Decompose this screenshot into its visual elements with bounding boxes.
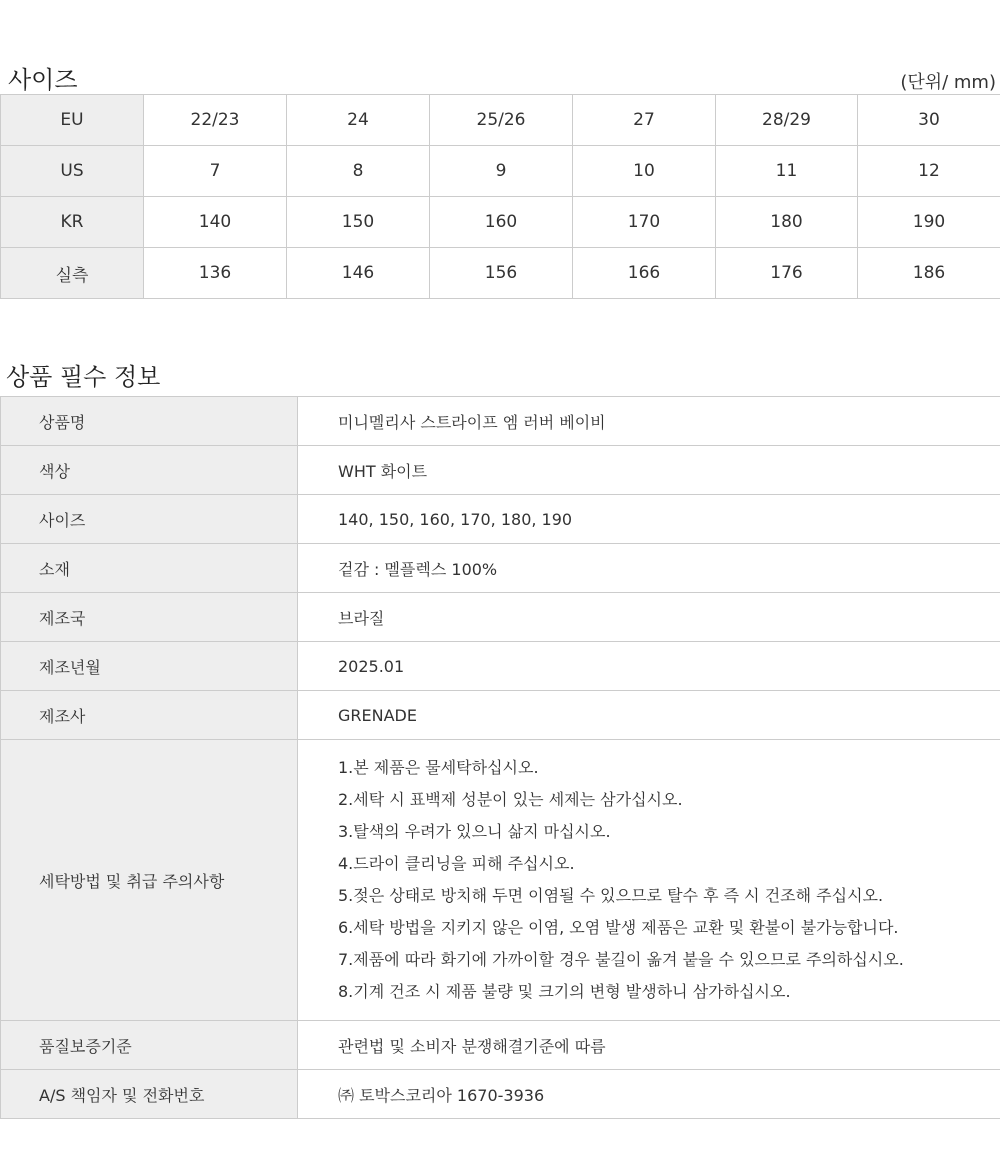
info-section-title: 상품 필수 정보 bbox=[6, 363, 161, 391]
list-item: 2.세탁 시 표백제 성분이 있는 세제는 삼가십시오. bbox=[338, 790, 683, 809]
size-cell: 190 bbox=[858, 197, 1000, 248]
list-item: 6.세탁 방법을 지키지 않은 이염, 오염 발생 제품은 교환 및 환불이 불가능합니다. bbox=[338, 918, 899, 937]
list-item: 1.본 제품은 물세탁하십시오. bbox=[338, 758, 539, 777]
size-cell: 9 bbox=[430, 146, 573, 197]
info-row bbox=[1, 593, 1000, 642]
list-item: 3.탈색의 우려가 있으니 삶지 마십시오. bbox=[338, 822, 611, 841]
size-row bbox=[1, 146, 1000, 197]
info-label: 세탁방법 및 취급 주의사항 bbox=[1, 740, 298, 1021]
size-cell: 160 bbox=[430, 197, 573, 248]
info-value: 겉감 : 멜플렉스 100% bbox=[298, 544, 1000, 593]
size-cell: 180 bbox=[716, 197, 858, 248]
info-label: A/S 책임자 및 전화번호 bbox=[1, 1070, 298, 1119]
list-item: 5.젖은 상태로 방치해 두면 이염될 수 있으므로 탈수 후 즉 시 건조해 주십시오. bbox=[338, 886, 884, 905]
size-cell: 166 bbox=[573, 248, 716, 299]
list-item: 8.기계 건조 시 제품 불량 및 크기의 변형 발생하니 삼가하십시오. bbox=[338, 982, 791, 1001]
info-value: 미니멜리사 스트라이프 엠 러버 베이비 bbox=[298, 397, 1000, 446]
size-cell: 28/29 bbox=[716, 95, 858, 146]
care-instructions-row bbox=[1, 740, 1000, 1021]
size-cell: 146 bbox=[287, 248, 430, 299]
size-cell: 186 bbox=[858, 248, 1000, 299]
product-info-table bbox=[0, 396, 1000, 1119]
size-section-title: 사이즈 bbox=[8, 66, 78, 94]
info-label: 색상 bbox=[1, 446, 298, 495]
size-cell: 140 bbox=[144, 197, 287, 248]
quality-standard-row bbox=[1, 1021, 1000, 1070]
info-row bbox=[1, 495, 1000, 544]
info-section-header bbox=[0, 357, 1000, 392]
info-row bbox=[1, 544, 1000, 593]
info-label: 사이즈 bbox=[1, 495, 298, 544]
info-row bbox=[1, 397, 1000, 446]
size-cell: 150 bbox=[287, 197, 430, 248]
care-instructions-cell bbox=[298, 740, 1000, 1021]
size-row-label: US bbox=[1, 146, 144, 197]
size-row bbox=[1, 197, 1000, 248]
list-item: 4.드라이 클리닝을 피해 주십시오. bbox=[338, 854, 575, 873]
size-section-header bbox=[0, 60, 1000, 95]
size-cell: 7 bbox=[144, 146, 287, 197]
size-cell: 170 bbox=[573, 197, 716, 248]
size-row bbox=[1, 95, 1000, 146]
size-cell: 25/26 bbox=[430, 95, 573, 146]
info-label: 제조년월 bbox=[1, 642, 298, 691]
info-label: 제조국 bbox=[1, 593, 298, 642]
info-row bbox=[1, 446, 1000, 495]
info-label: 상품명 bbox=[1, 397, 298, 446]
size-cell: 27 bbox=[573, 95, 716, 146]
size-row bbox=[1, 248, 1000, 299]
size-cell: 136 bbox=[144, 248, 287, 299]
unit-note: (단위/ mm) bbox=[900, 72, 996, 93]
size-row-label: KR bbox=[1, 197, 144, 248]
info-value: GRENADE bbox=[298, 691, 1000, 740]
size-cell: 12 bbox=[858, 146, 1000, 197]
info-value: 브라질 bbox=[298, 593, 1000, 642]
info-row bbox=[1, 642, 1000, 691]
size-cell: 156 bbox=[430, 248, 573, 299]
size-cell: 11 bbox=[716, 146, 858, 197]
size-cell: 24 bbox=[287, 95, 430, 146]
info-value: 140, 150, 160, 170, 180, 190 bbox=[298, 495, 1000, 544]
size-table bbox=[0, 94, 1000, 299]
size-row-label: 실측 bbox=[1, 248, 144, 299]
size-row-label: EU bbox=[1, 95, 144, 146]
info-value: ㈜ 토박스코리아 1670-3936 bbox=[298, 1070, 1000, 1119]
info-label: 소재 bbox=[1, 544, 298, 593]
info-value: 관련법 및 소비자 분쟁해결기준에 따름 bbox=[298, 1021, 1000, 1070]
info-label: 품질보증기준 bbox=[1, 1021, 298, 1070]
size-cell: 22/23 bbox=[144, 95, 287, 146]
size-cell: 30 bbox=[858, 95, 1000, 146]
size-cell: 176 bbox=[716, 248, 858, 299]
size-cell: 8 bbox=[287, 146, 430, 197]
info-label: 제조사 bbox=[1, 691, 298, 740]
care-instructions-list bbox=[338, 752, 1000, 1008]
info-row bbox=[1, 691, 1000, 740]
info-value: WHT 화이트 bbox=[298, 446, 1000, 495]
as-contact-row bbox=[1, 1070, 1000, 1119]
list-item: 7.제품에 따라 화기에 가까이할 경우 불길이 옮겨 붙을 수 있으므로 주의하십시오. bbox=[338, 950, 904, 969]
info-value: 2025.01 bbox=[298, 642, 1000, 691]
size-cell: 10 bbox=[573, 146, 716, 197]
